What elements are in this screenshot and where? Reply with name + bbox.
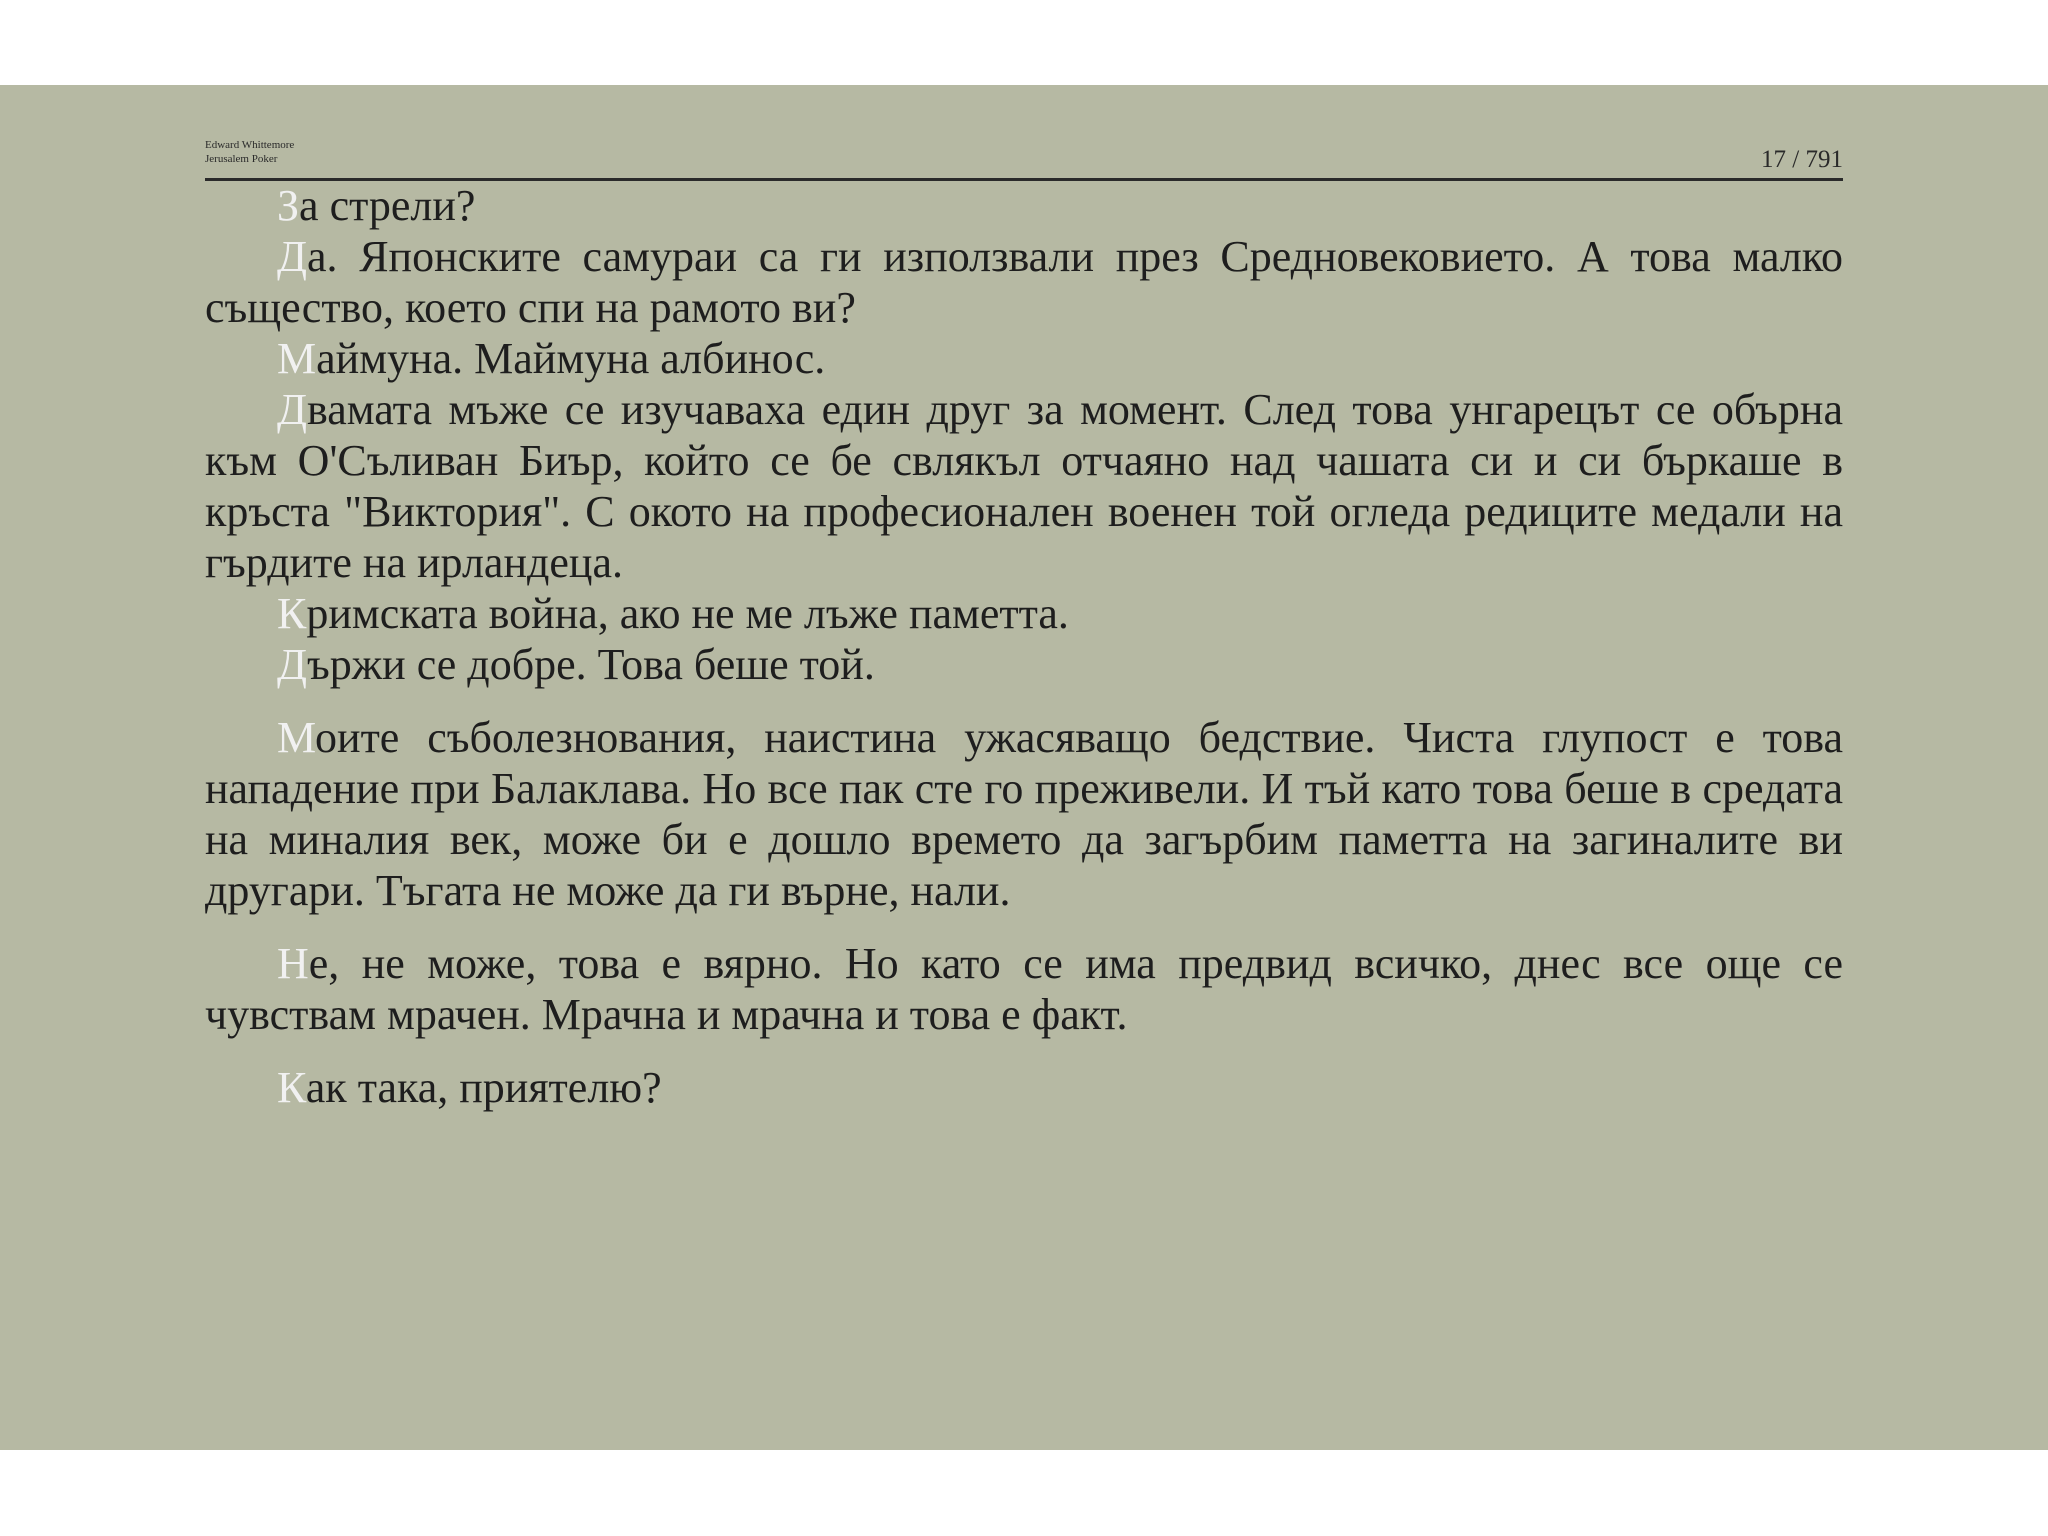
paragraph [205, 1062, 1843, 1113]
paragraph-text: ак така, приятелю? [305, 1063, 662, 1112]
book-title: Jerusalem Poker [205, 153, 278, 165]
author-name: Edward Whittemore [205, 139, 295, 151]
paragraph-text: е, не може, това е вярно. Но като се има предвид всичко, днес все още се чувствам мрачен. Мрачна и мрачна и това е факт. [205, 939, 1843, 1039]
paragraph [205, 639, 1843, 690]
paragraph-initial: Н [277, 939, 309, 988]
paragraph-initial: Д [277, 232, 308, 281]
paragraph-text: оите съболезнования, наистина ужасяващо бедствие. Чиста глупост е това нападение при Балаклава. Но все пак сте го преживели. И тъй като това беше в средата на миналия век, може би е дошло времето да загърбим паметта на загиналите ви другари. Тъгата не може да ги върне, нали. [205, 713, 1843, 915]
paragraph [205, 712, 1843, 916]
paragraph-initial: Д [277, 640, 308, 689]
paragraph-initial: М [277, 713, 316, 762]
paragraph-initial: К [277, 1063, 306, 1112]
paragraph-text: а. Японските самураи са ги използвали през Средновековието. А това малко същество, което спи на рамото ви? [205, 232, 1843, 332]
paragraph [205, 938, 1843, 1040]
paragraph-initial: З [277, 181, 300, 230]
paragraph [205, 231, 1843, 333]
paragraph-initial: К [277, 589, 307, 638]
paragraph-text: вамата мъже се изучаваха един друг за момент. След това унгарецът се обърна към О'Съливан Биър, който се бе свлякъл отчаяно над чашата си и си бъркаше в кръста "Виктория". С окото на професионален военен той огледа редиците медали на гърдите на ирландеца. [205, 385, 1843, 587]
paragraph [205, 588, 1843, 639]
paragraph-text: аймуна. Маймуна албинос. [316, 334, 826, 383]
paragraph [205, 384, 1843, 588]
paragraph-initial: М [277, 334, 317, 383]
paragraph-initial: Д [277, 385, 308, 434]
paragraph-text: ържи се добре. Това беше той. [307, 640, 875, 689]
page-indicator: 17 / 791 [1761, 146, 1843, 173]
paragraph [205, 333, 1843, 384]
paragraph [205, 180, 1843, 231]
page-header [205, 138, 1843, 181]
book-meta [205, 138, 294, 166]
book-text [205, 180, 1843, 1113]
paragraph-text: а стрели? [299, 181, 476, 230]
paragraph-text: римската война, ако не ме лъже паметта. [306, 589, 1069, 638]
